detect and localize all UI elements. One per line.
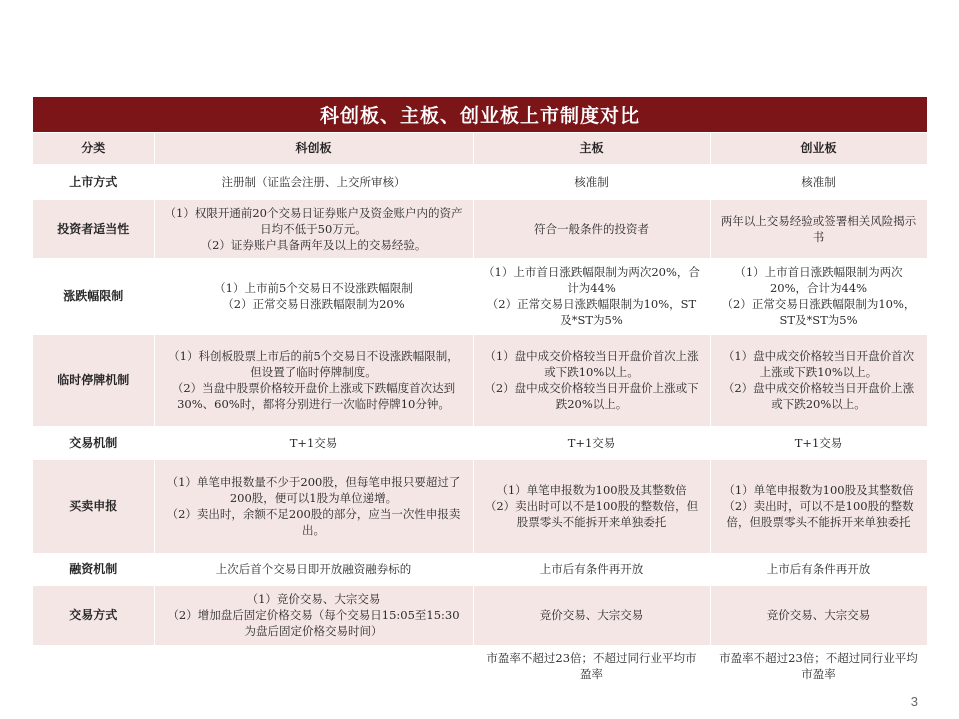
table-title: 科创板、主板、创业板上市制度对比 [33,97,927,132]
row-category: 交易机制 [33,426,154,459]
cell-main: 竞价交易、大宗交易 [473,585,710,645]
cell-star [154,645,473,687]
cell-main: （1）单笔申报数为100股及其整数倍 （2）卖出时可以不是100股的整数倍，但股票零头不能拆开来单独委托 [473,459,710,553]
row-category [33,645,154,687]
page-number: 3 [910,694,918,709]
table-row [33,459,927,553]
cell-star: （1）单笔申报数量不少于200股，但每笔申报只要超过了200股，便可以1股为单位递增。 （2）卖出时，余额不足200股的部分，应当一次性申报卖出。 [154,459,473,553]
cell-star: （1）上市前5个交易日不设涨跌幅限制 （2）正常交易日涨跌幅限制为20% [154,258,473,334]
cell-star: T+1交易 [154,426,473,459]
cell-gem: 核准制 [710,164,927,199]
cell-gem: 两年以上交易经验或签署相关风险揭示书 [710,199,927,258]
cell-star: 注册制（证监会注册、上交所审核） [154,164,473,199]
cell-main: 市盈率不超过23倍；不超过同行业平均市盈率 [473,645,710,687]
header-star-market: 科创板 [154,133,473,164]
cell-gem: （1）单笔申报数为100股及其整数倍 （2）卖出时，可以不是100股的整数倍，但股票零头不能拆开来单独委托 [710,459,927,553]
row-category: 上市方式 [33,164,154,199]
header-row [33,133,927,164]
header-category: 分类 [33,133,154,164]
cell-main: （1）上市首日涨跌幅限制为两次20%，合计为44% （2）正常交易日涨跌幅限制为10%，ST及*ST为5% [473,258,710,334]
table-row [33,553,927,585]
cell-main: T+1交易 [473,426,710,459]
cell-main: 符合一般条件的投资者 [473,199,710,258]
header-main-board: 主板 [473,133,710,164]
cell-gem: （1）上市首日涨跌幅限制为两次20%，合计为44% （2）正常交易日涨跌幅限制为10%，ST及*ST为5% [710,258,927,334]
row-category: 涨跌幅限制 [33,258,154,334]
cell-main: 核准制 [473,164,710,199]
cell-star: 上次后首个交易日即开放融资融券标的 [154,553,473,585]
cell-gem: 竞价交易、大宗交易 [710,585,927,645]
cell-star: （1）竞价交易、大宗交易 （2）增加盘后固定价格交易（每个交易日15:05至15:30为盘后固定价格交易时间） [154,585,473,645]
table-row [33,426,927,459]
header-gem: 创业板 [710,133,927,164]
cell-main: 上市后有条件再开放 [473,553,710,585]
table-row [33,645,927,687]
row-category: 买卖申报 [33,459,154,553]
row-category: 投资者适当性 [33,199,154,258]
row-category: 融资机制 [33,553,154,585]
cell-star: （1）科创板股票上市后的前5个交易日不设涨跌幅限制，但设置了临时停牌制度。 （2）当盘中股票价格较开盘价上涨或下跌幅度首次达到30%、60%时，都将分别进行一次临时停牌10分钟。 [154,334,473,426]
cell-gem: T+1交易 [710,426,927,459]
cell-gem: （1）盘中成交价格较当日开盘价首次上涨或下跌10%以上。 （2）盘中成交价格较当日开盘价上涨或下跌20%以上。 [710,334,927,426]
cell-gem: 上市后有条件再开放 [710,553,927,585]
table-row [33,258,927,334]
table-row [33,164,927,199]
cell-main: （1）盘中成交价格较当日开盘价首次上涨或下跌10%以上。 （2）盘中成交价格较当日开盘价上涨或下跌20%以上。 [473,334,710,426]
table-row [33,585,927,645]
table-row [33,199,927,258]
cell-gem: 市盈率不超过23倍；不超过同行业平均市盈率 [710,645,927,687]
table-row [33,334,927,426]
row-category: 临时停牌机制 [33,334,154,426]
comparison-table [33,133,928,688]
row-category: 交易方式 [33,585,154,645]
cell-star: （1）权限开通前20个交易日证券账户及资金账户内的资产日均不低于50万元。 （2）证券账户具备两年及以上的交易经验。 [154,199,473,258]
